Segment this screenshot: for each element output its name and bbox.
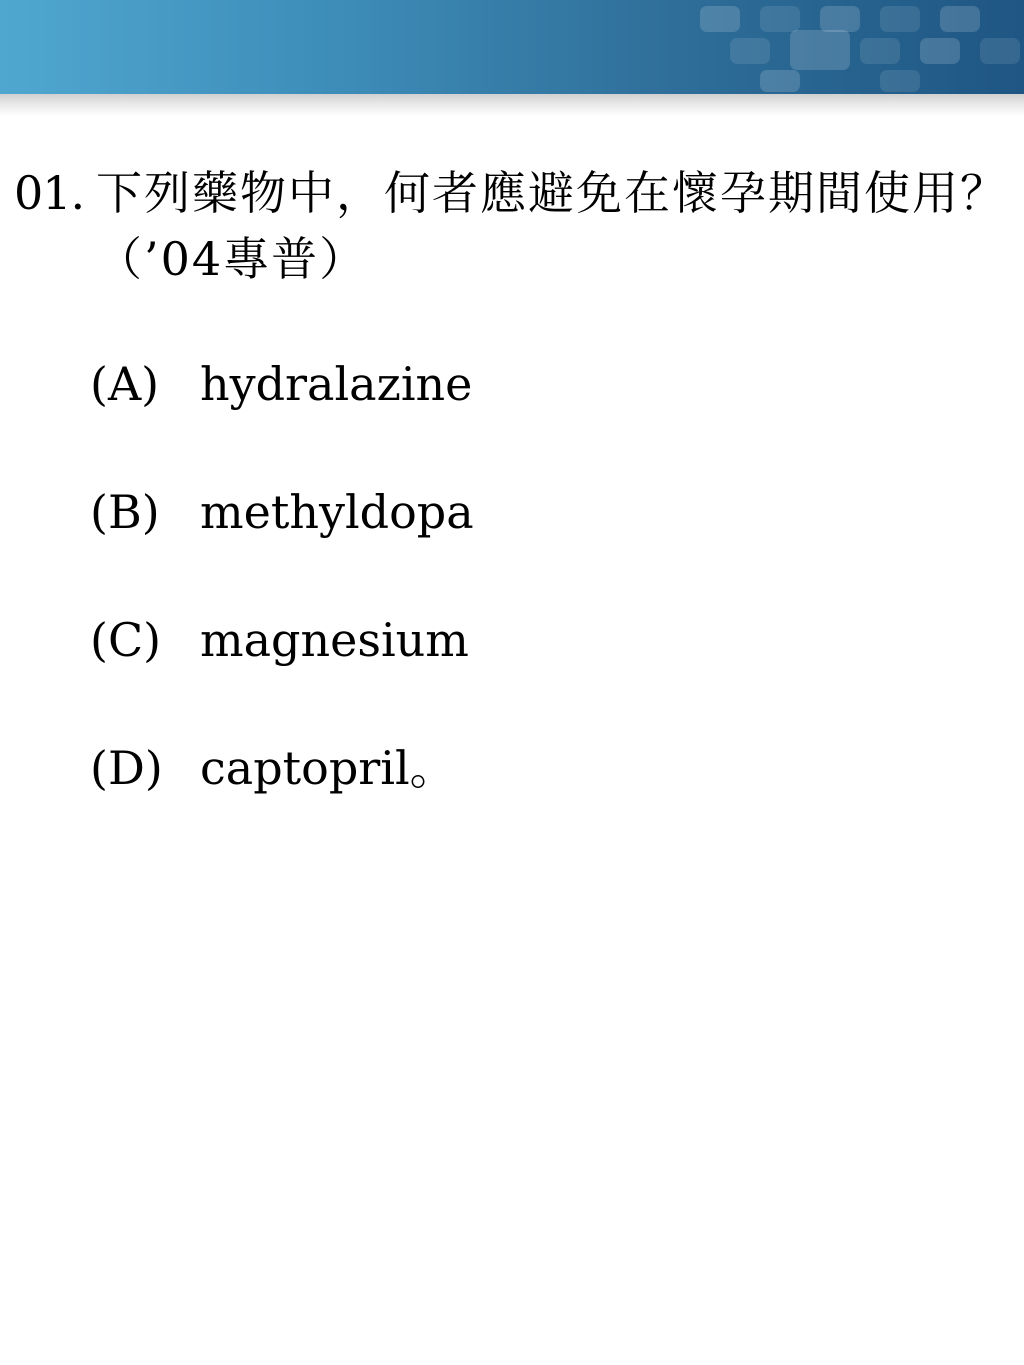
header-decor-tile <box>820 6 860 32</box>
header-decor-tile <box>920 38 960 64</box>
option-b-text: methyldopa <box>200 485 474 539</box>
header-decor-tile <box>940 6 980 32</box>
header-decor-tile <box>700 6 740 32</box>
option-d-text: captopril。 <box>200 741 456 795</box>
header-decor-tile <box>980 38 1020 64</box>
option-b-label: (B) <box>90 485 160 539</box>
header-decor-tile <box>760 70 800 92</box>
question <box>14 160 1010 292</box>
header-decor-tile <box>860 38 900 64</box>
option-a-text: hydralazine <box>200 357 473 411</box>
header-decor-tile <box>880 70 920 92</box>
header-decor-tile <box>880 6 920 32</box>
option-a-label: (A) <box>90 357 160 411</box>
header-decor-tile <box>790 30 850 70</box>
option-d <box>90 738 456 798</box>
option-b <box>90 482 474 542</box>
option-c <box>90 610 469 670</box>
header-banner <box>0 0 1024 94</box>
option-d-label: (D) <box>90 741 163 795</box>
option-a <box>90 354 472 414</box>
option-c-text: magnesium <box>200 613 469 667</box>
header-shadow <box>0 94 1024 116</box>
question-text: 下列藥物中，何者應避免在懷孕期間使用？（’04專普） <box>96 166 1008 286</box>
question-number: 01. <box>14 166 85 220</box>
header-decor-tile <box>730 38 770 64</box>
option-c-label: (C) <box>90 613 162 667</box>
header-decor-tile <box>760 6 800 32</box>
